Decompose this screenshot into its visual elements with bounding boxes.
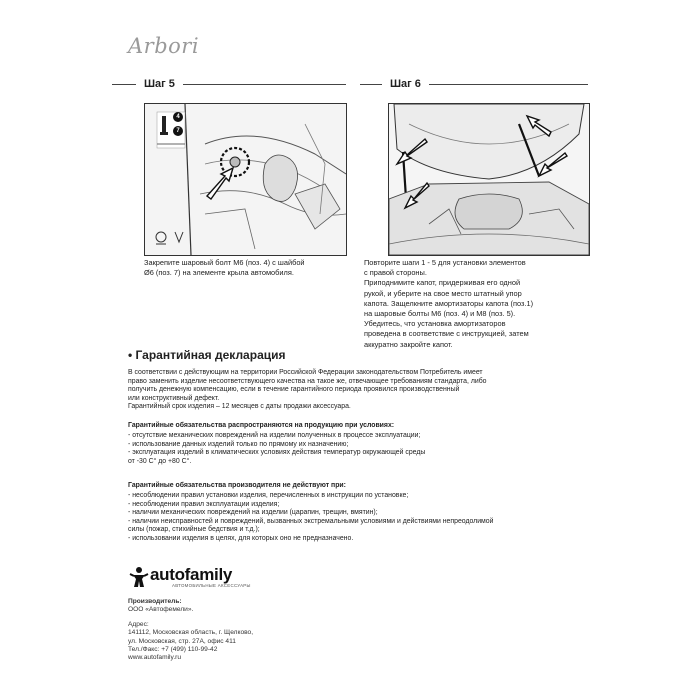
not-applies-list bbox=[128, 492, 493, 544]
applies-title: Гарантийные обязательства распространяются на продукцию при условиях: bbox=[128, 422, 395, 429]
caption-line: Повторите шаги 1 - 5 для установки элементов bbox=[364, 258, 526, 267]
address-label: Адрес: bbox=[128, 620, 149, 628]
manufacturer-contact bbox=[128, 598, 253, 663]
arbori-logo: Arbori bbox=[128, 34, 200, 58]
autofamily-wordmark: autofamily bbox=[150, 565, 233, 584]
intro-line: Гарантийный срок изделия – 12 месяцев с даты продажи аксессуара. bbox=[128, 403, 351, 411]
caption-line: аккуратно закройте капот. bbox=[364, 339, 453, 349]
producer-name: ООО «Автофемели». bbox=[128, 606, 194, 614]
autofamily-tagline: АВТОМОБИЛЬНЫЕ АКСЕССУАРЫ bbox=[172, 583, 251, 588]
step-6-illustration bbox=[388, 103, 590, 256]
autofamily-figure-icon bbox=[128, 566, 150, 588]
list-item: - несоблюдении правил эксплуатации изделия; bbox=[128, 500, 280, 508]
step-6-label: Шаг 6 bbox=[390, 78, 421, 90]
caption-line: капота. Защелкните амортизаторы капота (поз.1) bbox=[364, 298, 534, 308]
list-item: - несоблюдении правил установки изделия, перечисленных в инструкции по установке; bbox=[128, 492, 409, 499]
caption-line: Убедитесь, что установка амортизаторов bbox=[364, 319, 506, 329]
phone-line: Тел./Факс: +7 (499) 110-99-42 bbox=[128, 646, 218, 654]
warranty-title: • Гарантийная декларация bbox=[128, 348, 286, 362]
producer-label: Производитель: bbox=[128, 598, 182, 605]
header-rule bbox=[360, 84, 382, 85]
caption-line: рукой, и уберите на свое место штатный упор bbox=[364, 288, 522, 298]
step-5-illustration bbox=[144, 103, 347, 256]
list-item: - наличии неисправностей и повреждений, вызванных экстремальными условиями и действиями непреодолимой bbox=[128, 517, 494, 525]
address-line: ул. Московская, стр. 27А, офис 411 bbox=[128, 637, 236, 645]
step-5-header bbox=[112, 74, 346, 94]
list-item: - использовании изделия в целях, для которых оно не предназначено. bbox=[128, 534, 354, 542]
caption-line: проведена в соответствие с инструкцией, затем bbox=[364, 329, 529, 339]
step-6-caption bbox=[364, 258, 594, 350]
step-5-label: Шаг 5 bbox=[144, 78, 175, 90]
caption-line: Закрепите шаровый болт М6 (поз. 4) с шайбой bbox=[144, 258, 305, 267]
step-6-drawing bbox=[389, 104, 589, 255]
caption-line: на шаровые болты М6 (поз. 4) и М8 (поз. 5). bbox=[364, 309, 516, 319]
caption-line: Ø6 (поз. 7) на элементе крыла автомобиля. bbox=[144, 268, 294, 278]
caption-line: с правой стороны. bbox=[364, 268, 427, 278]
list-item: - отсутствие механических повреждений на изделии полученных в процессе эксплуатации; bbox=[128, 432, 421, 439]
not-applies-title: Гарантийные обязательства производителя не действуют при: bbox=[128, 482, 346, 489]
autofamily-logo bbox=[128, 566, 251, 588]
header-rule bbox=[112, 84, 136, 85]
caption-line: Приподнимите капот, придерживая его одной bbox=[364, 278, 521, 288]
marker-4: 4 bbox=[173, 112, 183, 122]
list-item: - наличии механических повреждений на изделии (царапин, трещин, вмятин); bbox=[128, 509, 378, 517]
warranty-intro bbox=[128, 369, 487, 412]
list-item: силы (пожар, стихийные бедствия и т.д.); bbox=[128, 526, 260, 534]
intro-line: получить денежную компенсацию, если в течение гарантийного периода проявился производственный bbox=[128, 386, 460, 394]
header-rule bbox=[183, 84, 346, 85]
website-link[interactable]: www.autofamily.ru bbox=[128, 654, 182, 662]
list-item: - использование данных изделий только по прямому их назначению; bbox=[128, 440, 349, 448]
intro-line: право заменить изделие несоответствующего качества на такое же, отвечающее требованиям стандарта, либо bbox=[128, 377, 487, 385]
header-rule bbox=[429, 84, 588, 85]
list-item: от -30 С° до +80 С°. bbox=[128, 457, 192, 465]
address-line: 141112, Московская область, г. Щелково, bbox=[128, 629, 254, 637]
intro-line: или конструктивный дефект. bbox=[128, 394, 220, 402]
list-item: - эксплуатация изделий в климатических условиях действия температур окружающей среды bbox=[128, 449, 426, 457]
intro-line: В соответствии с действующим на территории Российской Федерации законодательством Потребитель имеет bbox=[128, 369, 483, 376]
marker-7: 7 bbox=[173, 126, 183, 136]
step-5-caption bbox=[144, 258, 354, 278]
step-6-header bbox=[360, 74, 588, 94]
applies-list bbox=[128, 432, 425, 466]
